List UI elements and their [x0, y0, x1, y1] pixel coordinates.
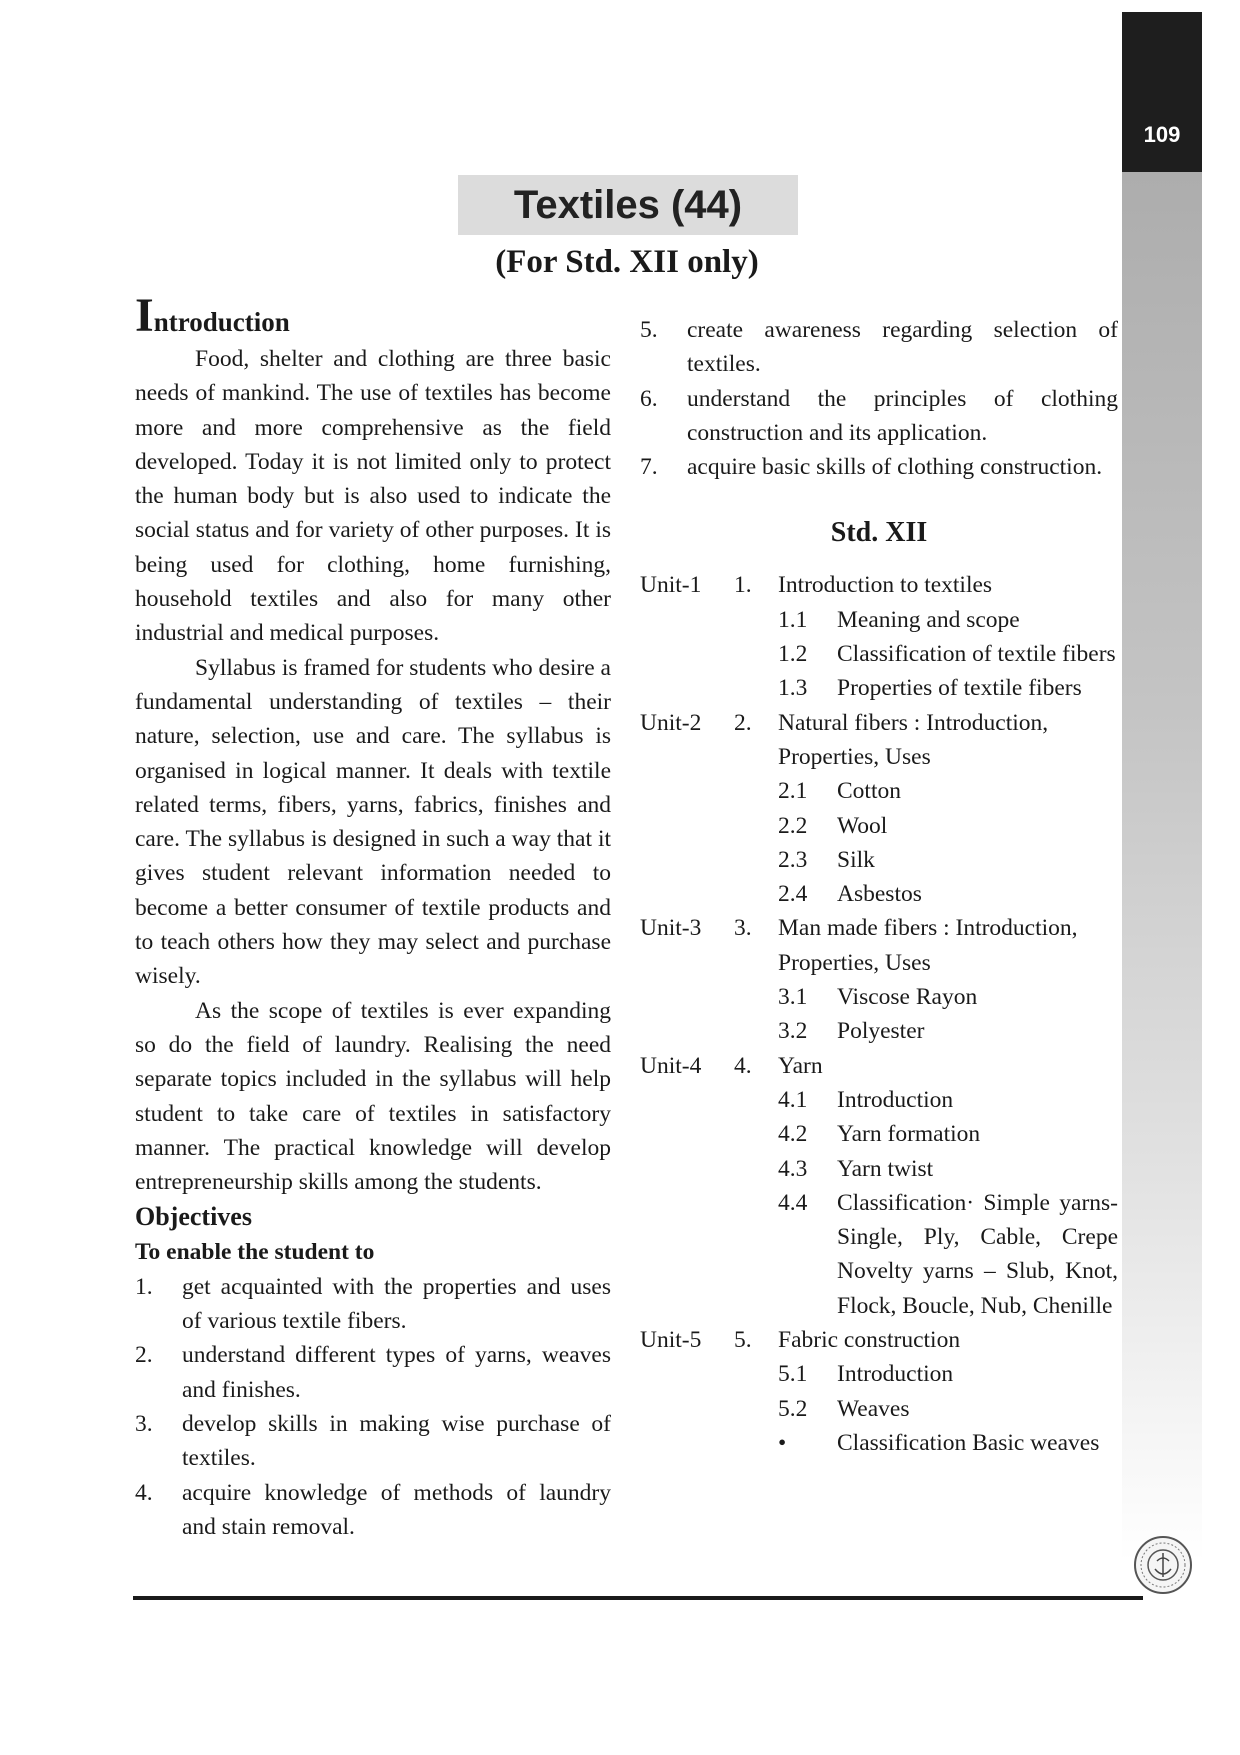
intro-paragraph-2: Syllabus is framed for students who desire a fundamental understanding of textiles – their nature, selection, use and care. The syllabus is organised in logical manner. It deals with textile related terms, fibers, yarns, fabrics, finishes and care. The syllabus is designed in such a way that it gives student relevant information needed to become a better consumer of textile products and to teach others how they may select and purchase wisely. — [135, 654, 611, 990]
subtopic-row: 5.2 Weaves — [778, 1395, 910, 1422]
list-item: 5. create awareness regarding selection of textiles. — [640, 317, 1118, 378]
subtopic-row: 2.1 Cotton — [778, 778, 901, 805]
subtopic-row: 2.4 Asbestos — [778, 881, 922, 908]
subtopic-row: 1.3 Properties of textile fibers — [778, 675, 1082, 702]
list-item: 6. understand the principles of clothing construction and its application. — [640, 385, 1118, 446]
emblem-seal-icon — [1133, 1535, 1193, 1595]
unit-row: Unit-3 3. Man made fibers : Introduction, Properties, Uses — [640, 915, 1078, 976]
list-item: 7. acquire basic skills of clothing construction. — [640, 454, 1103, 481]
objectives-list-right — [640, 313, 1118, 484]
subtopic-row: 5.1 Introduction — [778, 1361, 954, 1388]
subtopic-row: 2.2 Wool — [778, 812, 888, 839]
subtopic-row: 4.2 Yarn formation — [778, 1121, 981, 1148]
unit-row: Unit-5 5. Fabric construction — [640, 1327, 961, 1354]
page-number: 109 — [1143, 122, 1181, 147]
list-item: 1. get acquainted with the properties and uses of various textile fibers. — [135, 1273, 611, 1335]
introduction-heading: Introduction — [135, 289, 290, 342]
list-item: 3. develop skills in making wise purchase of textiles. — [135, 1410, 611, 1472]
page-subtitle: (For Std. XII only) — [495, 244, 759, 280]
unit-row: Unit-2 2. Natural fibers : Introduction, Properties, Uses — [640, 709, 1049, 770]
subtopic-row: 4.4 Classification· Simple yarns-Single, Ply, Cable, Crepe Novelty yarns – Slub, Knot, Flock, Boucle, Nub, Chenille — [778, 1189, 1118, 1319]
subtopic-row: 3.1 Viscose Rayon — [778, 984, 978, 1011]
list-item: 4. acquire knowledge of methods of laundry and stain removal. — [135, 1479, 611, 1540]
subtopic-row: 1.1 Meaning and scope — [778, 606, 1020, 633]
page-title — [458, 175, 798, 235]
objectives-list-left — [135, 1270, 611, 1544]
unit-row: Unit-4 4. Yarn — [640, 1052, 823, 1079]
unit-row: Unit-1 1. Introduction to textiles — [640, 572, 993, 599]
intro-paragraph-3: As the scope of textiles is ever expanding so do the field of laundry. Realising the need separate topics included in the syllabus will help student to take care of textiles in satisfactory manner. The practical knowledge will develop entrepreneurship skills among the students. — [135, 997, 611, 1196]
title-text: Textiles (44) — [513, 182, 743, 227]
subtopic-row: • Classification Basic weaves — [778, 1429, 1100, 1456]
intro-paragraph-1: Food, shelter and clothing are three basic needs of mankind. The use of textiles has become more and more comprehensive as the field developed. Today it is not limited only to protect the human body but is also used to indicate the social status and for variety of other purposes. It is being used for clothing, home furnishing, household textiles and also for many other industrial and medical purposes. — [135, 346, 611, 647]
subtopic-row: 4.3 Yarn twist — [778, 1155, 934, 1182]
bottom-rule — [133, 1596, 1143, 1600]
subtopic-row: 3.2 Polyester — [778, 1018, 925, 1045]
subtopic-row: 1.2 Classification of textile fibers — [778, 641, 1116, 668]
page-number-tab — [1122, 12, 1202, 172]
objectives-heading: Objectives — [135, 1202, 252, 1232]
objectives-subheading: To enable the student to — [135, 1239, 375, 1266]
syllabus-heading: Std. XII — [830, 517, 928, 549]
subtopic-row: 4.1 Introduction — [778, 1086, 954, 1113]
subtopic-row: 2.3 Silk — [778, 846, 875, 873]
right-column — [640, 313, 1118, 1460]
list-item: 2. understand different types of yarns, weaves and finishes. — [135, 1342, 611, 1403]
left-column — [135, 289, 611, 1544]
